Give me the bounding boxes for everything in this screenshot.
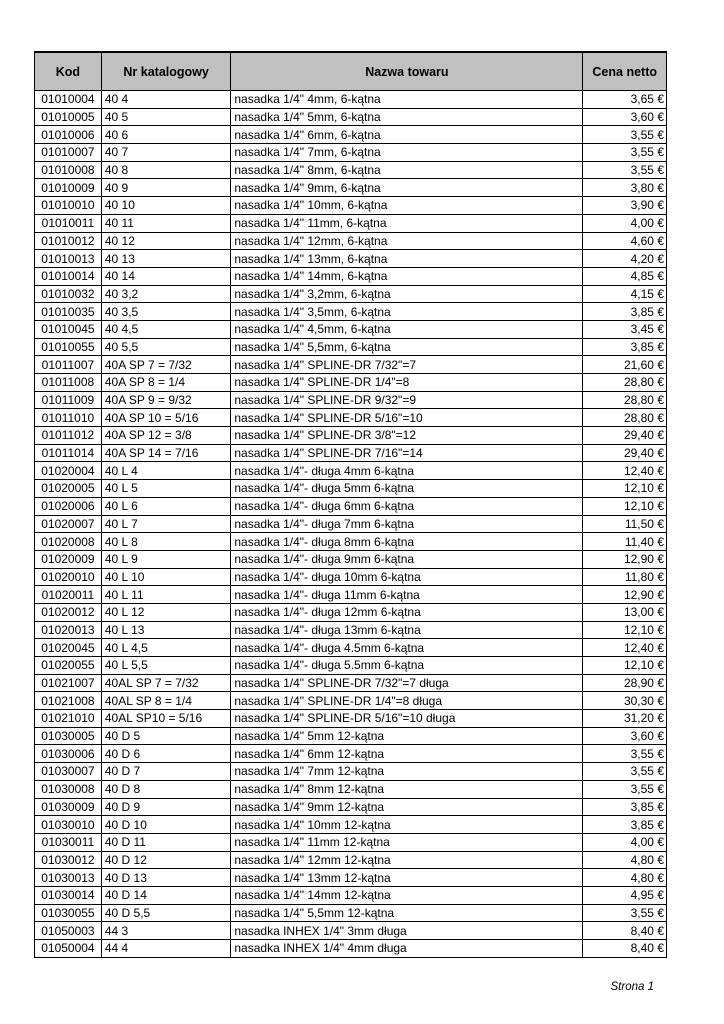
table-row [35, 780, 667, 798]
cell-nr-katalogowy: 40 D 5,5 [101, 904, 231, 922]
cell-nazwa-towaru: nasadka 1/4" 4,5mm, 6-kątna [231, 320, 583, 338]
cell-cena-netto: 3,60 € [583, 727, 667, 745]
cell-nazwa-towaru: nasadka 1/4" 6mm, 6-kątna [231, 126, 583, 144]
cell-nr-katalogowy: 40A SP 8 = 1/4 [101, 374, 231, 392]
cell-nr-katalogowy: 40 D 12 [101, 851, 231, 869]
cell-kod: 01010014 [35, 267, 102, 285]
cell-kod: 01010012 [35, 232, 102, 250]
cell-kod: 01021007 [35, 674, 102, 692]
cell-nazwa-towaru: nasadka 1/4" 12mm, 6-kątna [231, 232, 583, 250]
table-row [35, 550, 667, 568]
cell-kod: 01011009 [35, 391, 102, 409]
cell-nr-katalogowy: 40 L 4 [101, 462, 231, 480]
table-row [35, 798, 667, 816]
cell-nazwa-towaru: nasadka 1/4" 11mm 12-kątna [231, 833, 583, 851]
cell-kod: 01010006 [35, 126, 102, 144]
cell-cena-netto: 3,85 € [583, 303, 667, 321]
cell-kod: 01020045 [35, 639, 102, 657]
cell-kod: 01010032 [35, 285, 102, 303]
table-row [35, 586, 667, 604]
cell-nr-katalogowy: 40 5 [101, 108, 231, 126]
cell-cena-netto: 3,90 € [583, 197, 667, 215]
cell-cena-netto: 12,40 € [583, 462, 667, 480]
table-row [35, 621, 667, 639]
cell-cena-netto: 3,80 € [583, 179, 667, 197]
cell-nazwa-towaru: nasadka 1/4" SPLINE-DR 7/32"=7 [231, 356, 583, 374]
cell-nr-katalogowy: 40 4 [101, 91, 231, 109]
table-row [35, 285, 667, 303]
table-header-row [35, 52, 667, 91]
page-number: Strona 1 [610, 981, 654, 993]
cell-cena-netto: 3,85 € [583, 816, 667, 834]
table-row [35, 515, 667, 533]
cell-nazwa-towaru: nasadka 1/4" 11mm, 6-kątna [231, 214, 583, 232]
cell-nr-katalogowy: 40A SP 12 = 3/8 [101, 427, 231, 445]
cell-nr-katalogowy: 40 D 10 [101, 816, 231, 834]
cell-nazwa-towaru: nasadka 1/4" 9mm 12-kątna [231, 798, 583, 816]
cell-nazwa-towaru: nasadka 1/4" SPLINE-DR 7/32"=7 długa [231, 674, 583, 692]
cell-cena-netto: 12,10 € [583, 657, 667, 675]
price-list-table [34, 51, 667, 958]
cell-nr-katalogowy: 40 3,2 [101, 285, 231, 303]
cell-cena-netto: 4,95 € [583, 886, 667, 904]
cell-cena-netto: 4,00 € [583, 833, 667, 851]
cell-nazwa-towaru: nasadka 1/4" 8mm 12-kątna [231, 780, 583, 798]
cell-kod: 01030014 [35, 886, 102, 904]
cell-nr-katalogowy: 40 D 5 [101, 727, 231, 745]
cell-kod: 01010013 [35, 250, 102, 268]
cell-kod: 01010010 [35, 197, 102, 215]
table-body [35, 91, 667, 958]
cell-kod: 01020007 [35, 515, 102, 533]
cell-nazwa-towaru: nasadka 1/4"- długa 7mm 6-kątna [231, 515, 583, 533]
cell-nr-katalogowy: 40A SP 10 = 5/16 [101, 409, 231, 427]
table-row [35, 922, 667, 940]
cell-kod: 01020010 [35, 568, 102, 586]
cell-kod: 01010004 [35, 91, 102, 109]
table-row [35, 603, 667, 621]
cell-nazwa-towaru: nasadka 1/4" 3,5mm, 6-kątna [231, 303, 583, 321]
cell-cena-netto: 11,50 € [583, 515, 667, 533]
cell-nazwa-towaru: nasadka 1/4" 5mm, 6-kątna [231, 108, 583, 126]
cell-nr-katalogowy: 40 9 [101, 179, 231, 197]
table-row [35, 904, 667, 922]
cell-nr-katalogowy: 40 D 13 [101, 869, 231, 887]
cell-nr-katalogowy: 40 D 8 [101, 780, 231, 798]
table-row [35, 657, 667, 675]
cell-kod: 01030006 [35, 745, 102, 763]
cell-nazwa-towaru: nasadka 1/4"- długa 4.5mm 6-kątna [231, 639, 583, 657]
table-row [35, 197, 667, 215]
cell-kod: 01011010 [35, 409, 102, 427]
table-row [35, 214, 667, 232]
cell-nazwa-towaru: nasadka 1/4" SPLINE-DR 9/32"=9 [231, 391, 583, 409]
cell-cena-netto: 4,85 € [583, 267, 667, 285]
cell-kod: 01030010 [35, 816, 102, 834]
cell-nr-katalogowy: 40 L 13 [101, 621, 231, 639]
cell-nr-katalogowy: 40 12 [101, 232, 231, 250]
cell-cena-netto: 4,15 € [583, 285, 667, 303]
cell-nr-katalogowy: 40AL SP 7 = 7/32 [101, 674, 231, 692]
table-row [35, 763, 667, 781]
table-row [35, 851, 667, 869]
cell-nazwa-towaru: nasadka 1/4"- długa 8mm 6-kątna [231, 533, 583, 551]
table-row [35, 161, 667, 179]
table-row [35, 179, 667, 197]
cell-nr-katalogowy: 40 D 11 [101, 833, 231, 851]
cell-cena-netto: 12,90 € [583, 550, 667, 568]
table-row [35, 869, 667, 887]
cell-cena-netto: 3,65 € [583, 91, 667, 109]
cell-nr-katalogowy: 40 L 6 [101, 497, 231, 515]
cell-nr-katalogowy: 40 10 [101, 197, 231, 215]
table-row [35, 533, 667, 551]
cell-nazwa-towaru: nasadka 1/4" 7mm, 6-kątna [231, 144, 583, 162]
cell-kod: 01010009 [35, 179, 102, 197]
table-row [35, 391, 667, 409]
cell-nazwa-towaru: nasadka 1/4" 10mm, 6-kątna [231, 197, 583, 215]
cell-kod: 01010008 [35, 161, 102, 179]
table-row [35, 816, 667, 834]
cell-nazwa-towaru: nasadka 1/4" 14mm 12-kątna [231, 886, 583, 904]
cell-kod: 01030013 [35, 869, 102, 887]
cell-nr-katalogowy: 44 4 [101, 940, 231, 958]
cell-nazwa-towaru: nasadka 1/4" SPLINE-DR 1/4"=8 długa [231, 692, 583, 710]
cell-cena-netto: 4,60 € [583, 232, 667, 250]
cell-cena-netto: 3,55 € [583, 144, 667, 162]
table-row [35, 692, 667, 710]
cell-cena-netto: 4,80 € [583, 869, 667, 887]
cell-nr-katalogowy: 40 4,5 [101, 320, 231, 338]
cell-cena-netto: 28,90 € [583, 674, 667, 692]
table-row [35, 338, 667, 356]
cell-nazwa-towaru: nasadka 1/4" 8mm, 6-kątna [231, 161, 583, 179]
cell-nazwa-towaru: nasadka INHEX 1/4" 4mm długa [231, 940, 583, 958]
cell-nr-katalogowy: 40 D 9 [101, 798, 231, 816]
table-row [35, 674, 667, 692]
cell-kod: 01020012 [35, 603, 102, 621]
cell-nazwa-towaru: nasadka 1/4" SPLINE-DR 3/8"=12 [231, 427, 583, 445]
cell-kod: 01011014 [35, 444, 102, 462]
cell-kod: 01020008 [35, 533, 102, 551]
cell-nazwa-towaru: nasadka 1/4"- długa 10mm 6-kątna [231, 568, 583, 586]
cell-cena-netto: 12,40 € [583, 639, 667, 657]
cell-nr-katalogowy: 40AL SP 8 = 1/4 [101, 692, 231, 710]
cell-nazwa-towaru: nasadka 1/4" 3,2mm, 6-kątna [231, 285, 583, 303]
cell-nr-katalogowy: 40 L 11 [101, 586, 231, 604]
cell-kod: 01021008 [35, 692, 102, 710]
cell-cena-netto: 4,20 € [583, 250, 667, 268]
cell-nazwa-towaru: nasadka 1/4"- długa 6mm 6-kątna [231, 497, 583, 515]
cell-kod: 01020006 [35, 497, 102, 515]
cell-nr-katalogowy: 40A SP 7 = 7/32 [101, 356, 231, 374]
cell-cena-netto: 12,10 € [583, 480, 667, 498]
table-row [35, 568, 667, 586]
cell-nr-katalogowy: 40 L 7 [101, 515, 231, 533]
cell-nazwa-towaru: nasadka 1/4" 5mm 12-kątna [231, 727, 583, 745]
cell-cena-netto: 4,80 € [583, 851, 667, 869]
cell-kod: 01011007 [35, 356, 102, 374]
table-row [35, 232, 667, 250]
cell-nr-katalogowy: 40 13 [101, 250, 231, 268]
cell-kod: 01010007 [35, 144, 102, 162]
cell-nazwa-towaru: nasadka 1/4" 10mm 12-kątna [231, 816, 583, 834]
cell-cena-netto: 3,45 € [583, 320, 667, 338]
cell-nr-katalogowy: 40 D 14 [101, 886, 231, 904]
table-row [35, 250, 667, 268]
cell-nr-katalogowy: 40 D 7 [101, 763, 231, 781]
cell-cena-netto: 3,85 € [583, 338, 667, 356]
cell-nr-katalogowy: 40 7 [101, 144, 231, 162]
cell-nazwa-towaru: nasadka 1/4"- długa 9mm 6-kątna [231, 550, 583, 568]
cell-kod: 01011012 [35, 427, 102, 445]
cell-kod: 01030055 [35, 904, 102, 922]
cell-nazwa-towaru: nasadka 1/4" 5,5mm, 6-kątna [231, 338, 583, 356]
cell-cena-netto: 28,80 € [583, 409, 667, 427]
cell-nazwa-towaru: nasadka 1/4" 14mm, 6-kątna [231, 267, 583, 285]
cell-cena-netto: 4,00 € [583, 214, 667, 232]
table-row [35, 126, 667, 144]
cell-nazwa-towaru: nasadka 1/4" 13mm, 6-kątna [231, 250, 583, 268]
cell-cena-netto: 3,55 € [583, 161, 667, 179]
cell-nazwa-towaru: nasadka 1/4"- długa 11mm 6-kątna [231, 586, 583, 604]
table-row [35, 886, 667, 904]
cell-kod: 01020005 [35, 480, 102, 498]
table-row [35, 374, 667, 392]
cell-cena-netto: 12,90 € [583, 586, 667, 604]
cell-kod: 01050003 [35, 922, 102, 940]
cell-nr-katalogowy: 40 8 [101, 161, 231, 179]
cell-nr-katalogowy: 40 L 8 [101, 533, 231, 551]
cell-kod: 01020013 [35, 621, 102, 639]
table-row [35, 444, 667, 462]
cell-cena-netto: 3,55 € [583, 745, 667, 763]
cell-kod: 01020011 [35, 586, 102, 604]
cell-nazwa-towaru: nasadka 1/4"- długa 4mm 6-kątna [231, 462, 583, 480]
cell-nr-katalogowy: 40 14 [101, 267, 231, 285]
cell-kod: 01010011 [35, 214, 102, 232]
cell-cena-netto: 12,10 € [583, 497, 667, 515]
cell-kod: 01020009 [35, 550, 102, 568]
cell-nazwa-towaru: nasadka 1/4" 12mm 12-kątna [231, 851, 583, 869]
cell-cena-netto: 3,60 € [583, 108, 667, 126]
table-row [35, 833, 667, 851]
cell-nr-katalogowy: 40 5,5 [101, 338, 231, 356]
table-row [35, 303, 667, 321]
cell-cena-netto: 21,60 € [583, 356, 667, 374]
cell-nazwa-towaru: nasadka 1/4" SPLINE-DR 5/16"=10 długa [231, 710, 583, 728]
cell-nazwa-towaru: nasadka 1/4"- długa 12mm 6-kątna [231, 603, 583, 621]
cell-kod: 01020004 [35, 462, 102, 480]
cell-cena-netto: 29,40 € [583, 427, 667, 445]
table-row [35, 497, 667, 515]
cell-cena-netto: 28,80 € [583, 391, 667, 409]
cell-cena-netto: 3,55 € [583, 904, 667, 922]
cell-cena-netto: 29,40 € [583, 444, 667, 462]
cell-cena-netto: 8,40 € [583, 922, 667, 940]
cell-cena-netto: 30,30 € [583, 692, 667, 710]
cell-nazwa-towaru: nasadka 1/4" SPLINE-DR 7/16"=14 [231, 444, 583, 462]
cell-nr-katalogowy: 40 L 10 [101, 568, 231, 586]
cell-kod: 01010055 [35, 338, 102, 356]
table-row [35, 320, 667, 338]
table-row [35, 940, 667, 958]
table-row [35, 727, 667, 745]
cell-cena-netto: 31,20 € [583, 710, 667, 728]
cell-cena-netto: 11,80 € [583, 568, 667, 586]
cell-kod: 01010045 [35, 320, 102, 338]
cell-cena-netto: 3,55 € [583, 126, 667, 144]
cell-nr-katalogowy: 40 6 [101, 126, 231, 144]
header-cena-netto: Cena netto [583, 52, 667, 91]
table-row [35, 745, 667, 763]
cell-kod: 01030008 [35, 780, 102, 798]
cell-nr-katalogowy: 40 L 5,5 [101, 657, 231, 675]
cell-kod: 01050004 [35, 940, 102, 958]
cell-nr-katalogowy: 40 L 4,5 [101, 639, 231, 657]
cell-nazwa-towaru: nasadka 1/4" SPLINE-DR 5/16"=10 [231, 409, 583, 427]
cell-nazwa-towaru: nasadka 1/4" 4mm, 6-kątna [231, 91, 583, 109]
cell-cena-netto: 8,40 € [583, 940, 667, 958]
header-nr-katalogowy: Nr katalogowy [101, 52, 231, 91]
cell-nr-katalogowy: 40AL SP10 = 5/16 [101, 710, 231, 728]
cell-nr-katalogowy: 40 L 12 [101, 603, 231, 621]
cell-kod: 01011008 [35, 374, 102, 392]
cell-nazwa-towaru: nasadka 1/4"- długa 13mm 6-kątna [231, 621, 583, 639]
cell-nazwa-towaru: nasadka 1/4" 5,5mm 12-kątna [231, 904, 583, 922]
cell-nr-katalogowy: 40 L 9 [101, 550, 231, 568]
cell-kod: 01010035 [35, 303, 102, 321]
cell-kod: 01030012 [35, 851, 102, 869]
cell-kod: 01010005 [35, 108, 102, 126]
cell-cena-netto: 3,55 € [583, 780, 667, 798]
cell-nazwa-towaru: nasadka 1/4" 13mm 12-kątna [231, 869, 583, 887]
cell-kod: 01021010 [35, 710, 102, 728]
table-row [35, 710, 667, 728]
table-row [35, 91, 667, 109]
cell-kod: 01030009 [35, 798, 102, 816]
table-row [35, 409, 667, 427]
cell-cena-netto: 3,55 € [583, 763, 667, 781]
table-row [35, 267, 667, 285]
table-row [35, 356, 667, 374]
table-row [35, 427, 667, 445]
cell-nazwa-towaru: nasadka 1/4"- długa 5.5mm 6-kątna [231, 657, 583, 675]
cell-kod: 01020055 [35, 657, 102, 675]
cell-nazwa-towaru: nasadka 1/4"- długa 5mm 6-kątna [231, 480, 583, 498]
cell-nazwa-towaru: nasadka 1/4" 7mm 12-kątna [231, 763, 583, 781]
table-row [35, 108, 667, 126]
cell-kod: 01030005 [35, 727, 102, 745]
cell-kod: 01030007 [35, 763, 102, 781]
cell-kod: 01030011 [35, 833, 102, 851]
cell-cena-netto: 11,40 € [583, 533, 667, 551]
table-row [35, 480, 667, 498]
table-row [35, 144, 667, 162]
table-row [35, 639, 667, 657]
cell-cena-netto: 12,10 € [583, 621, 667, 639]
cell-nazwa-towaru: nasadka 1/4" SPLINE-DR 1/4"=8 [231, 374, 583, 392]
cell-nr-katalogowy: 40 3,5 [101, 303, 231, 321]
cell-nr-katalogowy: 40A SP 9 = 9/32 [101, 391, 231, 409]
cell-nazwa-towaru: nasadka INHEX 1/4" 3mm długa [231, 922, 583, 940]
cell-nazwa-towaru: nasadka 1/4" 6mm 12-kątna [231, 745, 583, 763]
cell-cena-netto: 28,80 € [583, 374, 667, 392]
header-kod: Kod [35, 52, 102, 91]
cell-cena-netto: 13,00 € [583, 603, 667, 621]
cell-cena-netto: 3,85 € [583, 798, 667, 816]
table-row [35, 462, 667, 480]
cell-nr-katalogowy: 40 L 5 [101, 480, 231, 498]
cell-nr-katalogowy: 40 11 [101, 214, 231, 232]
cell-nr-katalogowy: 40 D 6 [101, 745, 231, 763]
cell-nr-katalogowy: 44 3 [101, 922, 231, 940]
cell-nazwa-towaru: nasadka 1/4" 9mm, 6-kątna [231, 179, 583, 197]
header-nazwa-towaru: Nazwa towaru [231, 52, 583, 91]
cell-nr-katalogowy: 40A SP 14 = 7/16 [101, 444, 231, 462]
